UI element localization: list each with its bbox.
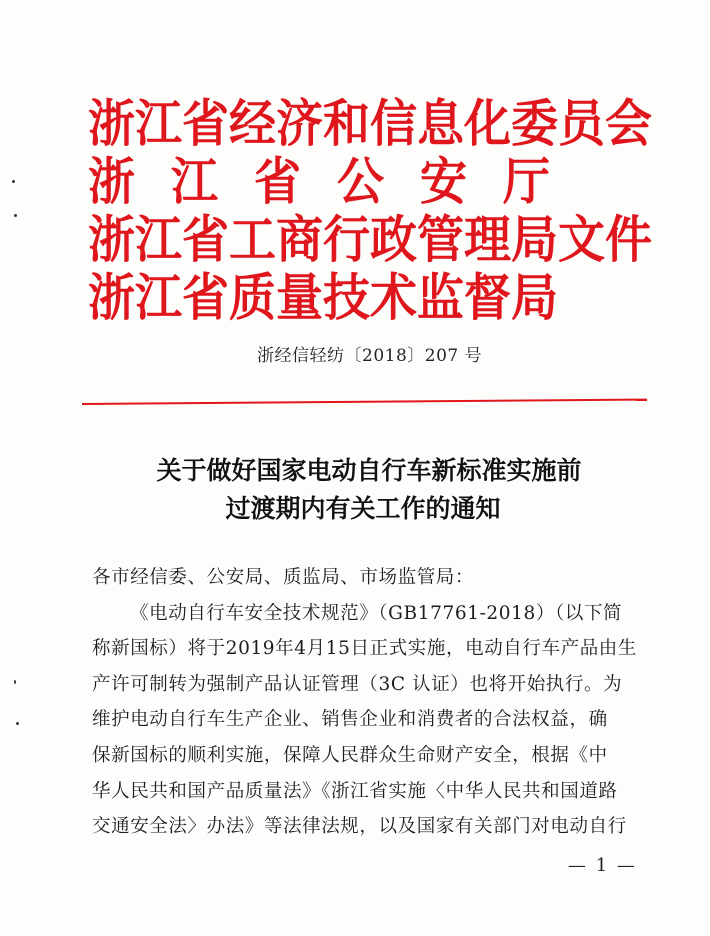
body-line: 称新国标）将于2019年4月15日正式实施，电动自行车产品由生: [92, 638, 637, 660]
body-line: 维护电动自行车生产企业、销售企业和消费者的合法权益，确: [92, 709, 608, 731]
issuer-char: 安: [420, 152, 467, 213]
document-title-line-1: 关于做好国家电动自行车新标准实施前: [156, 456, 582, 485]
issuer-char: 厅: [503, 152, 550, 213]
document-title-line-2: 过渡期内有关工作的通知: [225, 494, 501, 523]
scan-speck: [16, 722, 19, 725]
issuer-industry-commerce-bureau: 浙江省工商行政管理局文件: [88, 210, 652, 271]
scan-speck: [14, 680, 16, 684]
issuer-char: 江: [171, 152, 218, 213]
page-number: — 1 —: [568, 855, 637, 876]
red-separator-line: [82, 399, 647, 405]
document-number: 浙经信轻纺〔2018〕207 号: [257, 346, 483, 366]
issuer-char: 公: [337, 152, 384, 213]
issuer-economy-info-commission: 浙江省经济和信息化委员会: [88, 94, 652, 155]
scan-speck: [12, 180, 15, 183]
body-line: 交通安全法〉办法》等法律法规，以及国家有关部门对电动自行: [92, 816, 627, 838]
body-line: 保新国标的顺利实施，保障人民群众生命财产安全，根据《中: [92, 744, 608, 766]
scan-speck: [14, 214, 17, 217]
issuer-quality-supervision-bureau: 浙江省质量技术监督局: [88, 268, 558, 329]
issuer-char: 省: [254, 152, 301, 213]
issuer-char: 浙: [88, 152, 135, 213]
issuer-public-security-department: [88, 152, 550, 215]
document-body: [92, 560, 652, 845]
body-line: 华人民共和国产品质量法》《浙江省实施〈中华人民共和国道路: [92, 780, 618, 802]
issuing-authorities-header: [88, 94, 652, 329]
body-line: 产许可制转为强制产品认证管理（3C 认证）也将开始执行。为: [92, 673, 623, 695]
salutation: 各市经信委、公安局、质监局、市场监管局：: [92, 567, 475, 588]
body-line: 《电动自行车安全技术规范》（GB17761-2018）（以下简: [130, 602, 623, 624]
